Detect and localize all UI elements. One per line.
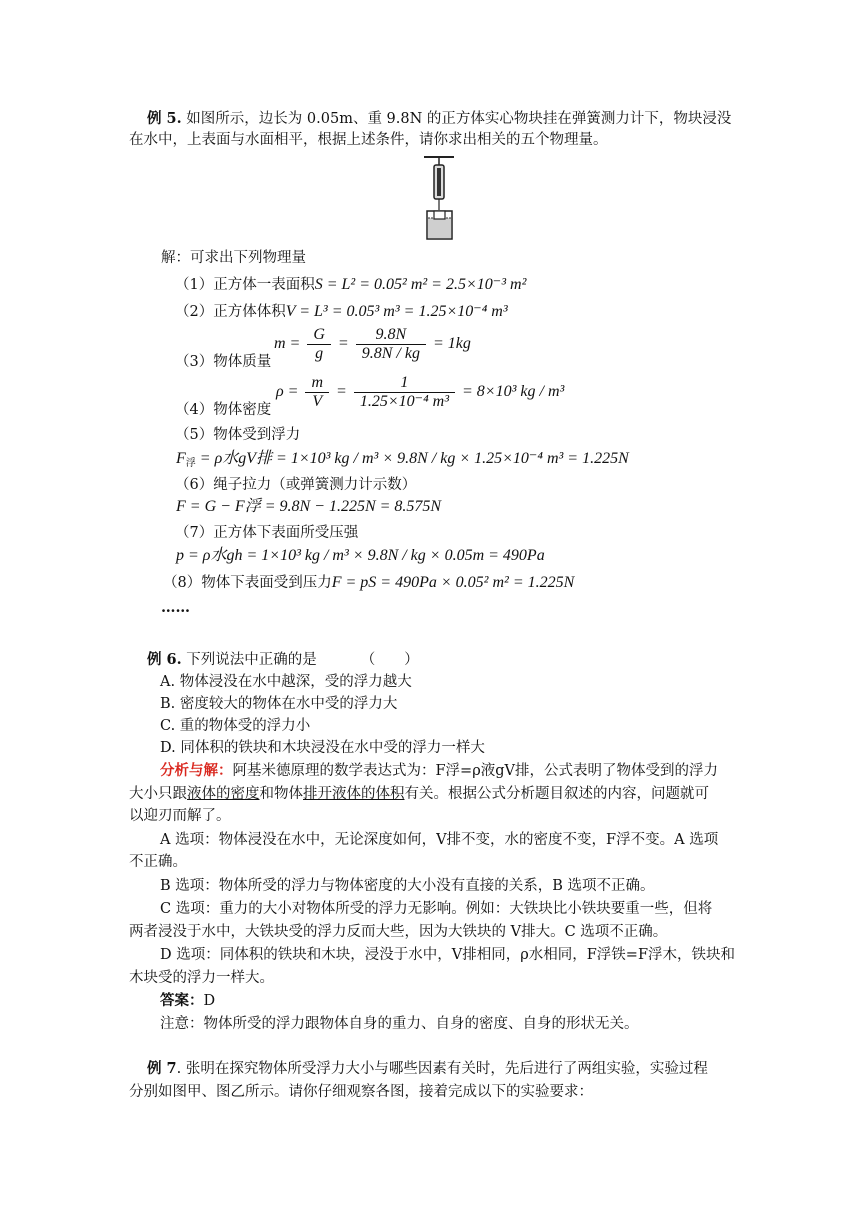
ex6-option-a: A. 物体浸没在水中越深，受的浮力越大 (160, 674, 412, 690)
ex5-step1 (175, 275, 526, 295)
ex5-step7-formula: p = ρ水gh = 1×10³ kg / m³ × 9.8N / kg × 0.05m = 490Pa (176, 547, 545, 564)
ex5-step4-formula (276, 374, 564, 411)
ex6-option-c: C. 重的物体受的浮力小 (160, 718, 311, 734)
step4-num2: 1 (354, 374, 455, 393)
ex7-text1: . 张明在探究物体所受浮力大小与哪些因素有关时，先后进行了两组实验，实验过程 (176, 1061, 708, 1077)
step3-frac2 (356, 326, 426, 363)
ex5-step2 (175, 302, 508, 322)
answer-value: D (203, 993, 216, 1009)
step3-eq: = (337, 335, 349, 353)
analysis-underline-density: 液体的密度 (187, 786, 260, 802)
step4-den1: V (312, 393, 323, 410)
ex7-line2: 分别如图甲、图乙所示。请你仔细观察各图，接着完成以下的实验要求： (129, 1084, 593, 1100)
ex5-solution-intro: 解：可求出下列物理量 (161, 250, 306, 266)
step1-label: （1）正方体一表面积 (175, 277, 315, 293)
ex5-step6-formula: F = G − F浮 = 9.8N − 1.225N = 8.575N (176, 498, 442, 515)
answer-label: 答案： (160, 992, 204, 1009)
ex6-b-line: B 选项：物体所受的浮力与物体密度的大小没有直接的关系，B 选项不正确。 (160, 878, 655, 894)
ex5-line1 (147, 109, 731, 129)
step4-den2: 1.25×10⁻⁴ m³ (359, 393, 449, 410)
step3-num1: G (307, 326, 331, 345)
ex6-option-d: D. 同体积的铁块和木块浸没在水中受的浮力一样大 (160, 740, 485, 756)
ex6-d-line2: 木块受的浮力一样大。 (129, 970, 274, 986)
ex6-c-line2: 两者浸没于水中，大铁块受的浮力反而大些，因为大铁块的 V排大。C 选项不正确。 (129, 924, 668, 940)
step4-eq: = (336, 383, 347, 401)
ex6-analysis-line3: 以迎刃而解了。 (129, 808, 231, 824)
ex6-c-line1: C 选项：重力的大小对物体所受的浮力无影响。例如：大铁块比小铁块要重一些，但将 (160, 901, 713, 917)
ex6-a-line1: A 选项：物体浸没在水中，无论深度如何，V排不变，水的密度不变，F浮不变。A 选项 (160, 832, 719, 848)
ex5-step7-label: （7）正方体下表面所受压强 (175, 525, 359, 541)
spring-scale-figure (418, 155, 460, 241)
ex6-label: 例 6. (147, 651, 182, 668)
step3-lhs: m = (274, 335, 301, 353)
ex5-step5-formula: $F_浮 = \rho$水gV排 = 1×10³ kg / m³ × 9.8N / kg × 1.25×10⁻⁴ m³ = 1.225N (176, 450, 629, 469)
ex5-step8 (163, 573, 574, 593)
analysis-text1: 阿基米德原理的数学表达式为：F浮=ρ液gV排，公式表明了物体受到的浮力 (232, 763, 718, 779)
ex7-line1 (147, 1059, 708, 1079)
step2-formula: V = L³ = 0.05³ m³ = 1.25×10⁻⁴ m³ (285, 303, 508, 320)
ex5-step6-label: （6）绳子拉力（或弹簧测力计示数） (175, 477, 417, 493)
step3-num2: 9.8N (356, 326, 426, 345)
ex5-line2: 在水中，上表面与水面相平，根据上述条件，请你求出相关的五个物理量。 (129, 132, 608, 148)
ex5-text1: 如图所示，边长为 0.05m、重 9.8N 的正方体实心物块挂在弹簧测力计下，物块浸没 (181, 111, 732, 127)
ex6-analysis-line2 (129, 784, 709, 804)
step4-frac2 (354, 374, 455, 411)
step3-frac1 (307, 326, 331, 363)
analysis-underline-volume: 排开液体的体积 (303, 786, 405, 802)
ex5-label: 例 5. (147, 110, 182, 127)
step8-label: （8）物体下表面受到压力 (163, 575, 332, 591)
step4-frac1 (305, 374, 329, 411)
step3-den2: 9.8N / kg (361, 345, 420, 362)
step8-formula: F = pS = 490Pa × 0.05² m² = 1.225N (331, 574, 575, 591)
ex6-answer-blank: （ ） (360, 652, 419, 668)
ex6-question-line (147, 650, 419, 670)
ex6-answer (160, 991, 215, 1011)
step4-num1: m (305, 374, 329, 393)
ex5-step5-label: （5）物体受到浮力 (175, 427, 301, 443)
ex7-label: 例 7 (147, 1060, 177, 1077)
step5-expression: = ρ水gV排 = 1×10³ kg / m³ × 9.8N / kg × 1.25×10⁻⁴ m³ = 1.225N (199, 450, 629, 467)
step1-formula: S = L² = 0.05² m² = 2.5×10⁻³ m² (314, 276, 527, 293)
buoyancy-subscript: 浮 (185, 458, 196, 469)
ex6-a-line2: 不正确。 (129, 854, 187, 870)
analysis-pre: 大小只跟 (129, 786, 187, 802)
ex6-question: 下列说法中正确的是 (181, 652, 317, 668)
ex6-option-b: B. 密度较大的物体在水中受的浮力大 (160, 696, 398, 712)
analysis-mid: 和物体 (259, 786, 303, 802)
analysis-label: 分析与解： (160, 762, 233, 779)
ex5-step4-label: （4）物体密度 (175, 402, 272, 418)
ex5-step3-formula (274, 326, 471, 363)
analysis-post: 有关。根据公式分析题目叙述的内容，问题就可 (404, 786, 709, 802)
step3-rhs: = 1kg (432, 335, 471, 353)
ex5-step3-label: （3）物体质量 (175, 354, 272, 370)
step4-rhs: = 8×10³ kg / m³ (462, 383, 565, 401)
ex6-d-line1: D 选项：同体积的铁块和木块，浸没于水中，V排相同，ρ水相同，F浮铁=F浮木，铁块和 (160, 947, 735, 963)
ex6-analysis-line1 (160, 761, 718, 781)
ex6-note: 注意：物体所受的浮力跟物体自身的重力、自身的密度、自身的形状无关。 (160, 1016, 639, 1032)
step2-label: （2）正方体体积 (175, 304, 286, 320)
step3-den1: g (315, 345, 324, 362)
step4-lhs: ρ = (276, 383, 299, 401)
ex5-ellipsis: …… (161, 599, 190, 616)
